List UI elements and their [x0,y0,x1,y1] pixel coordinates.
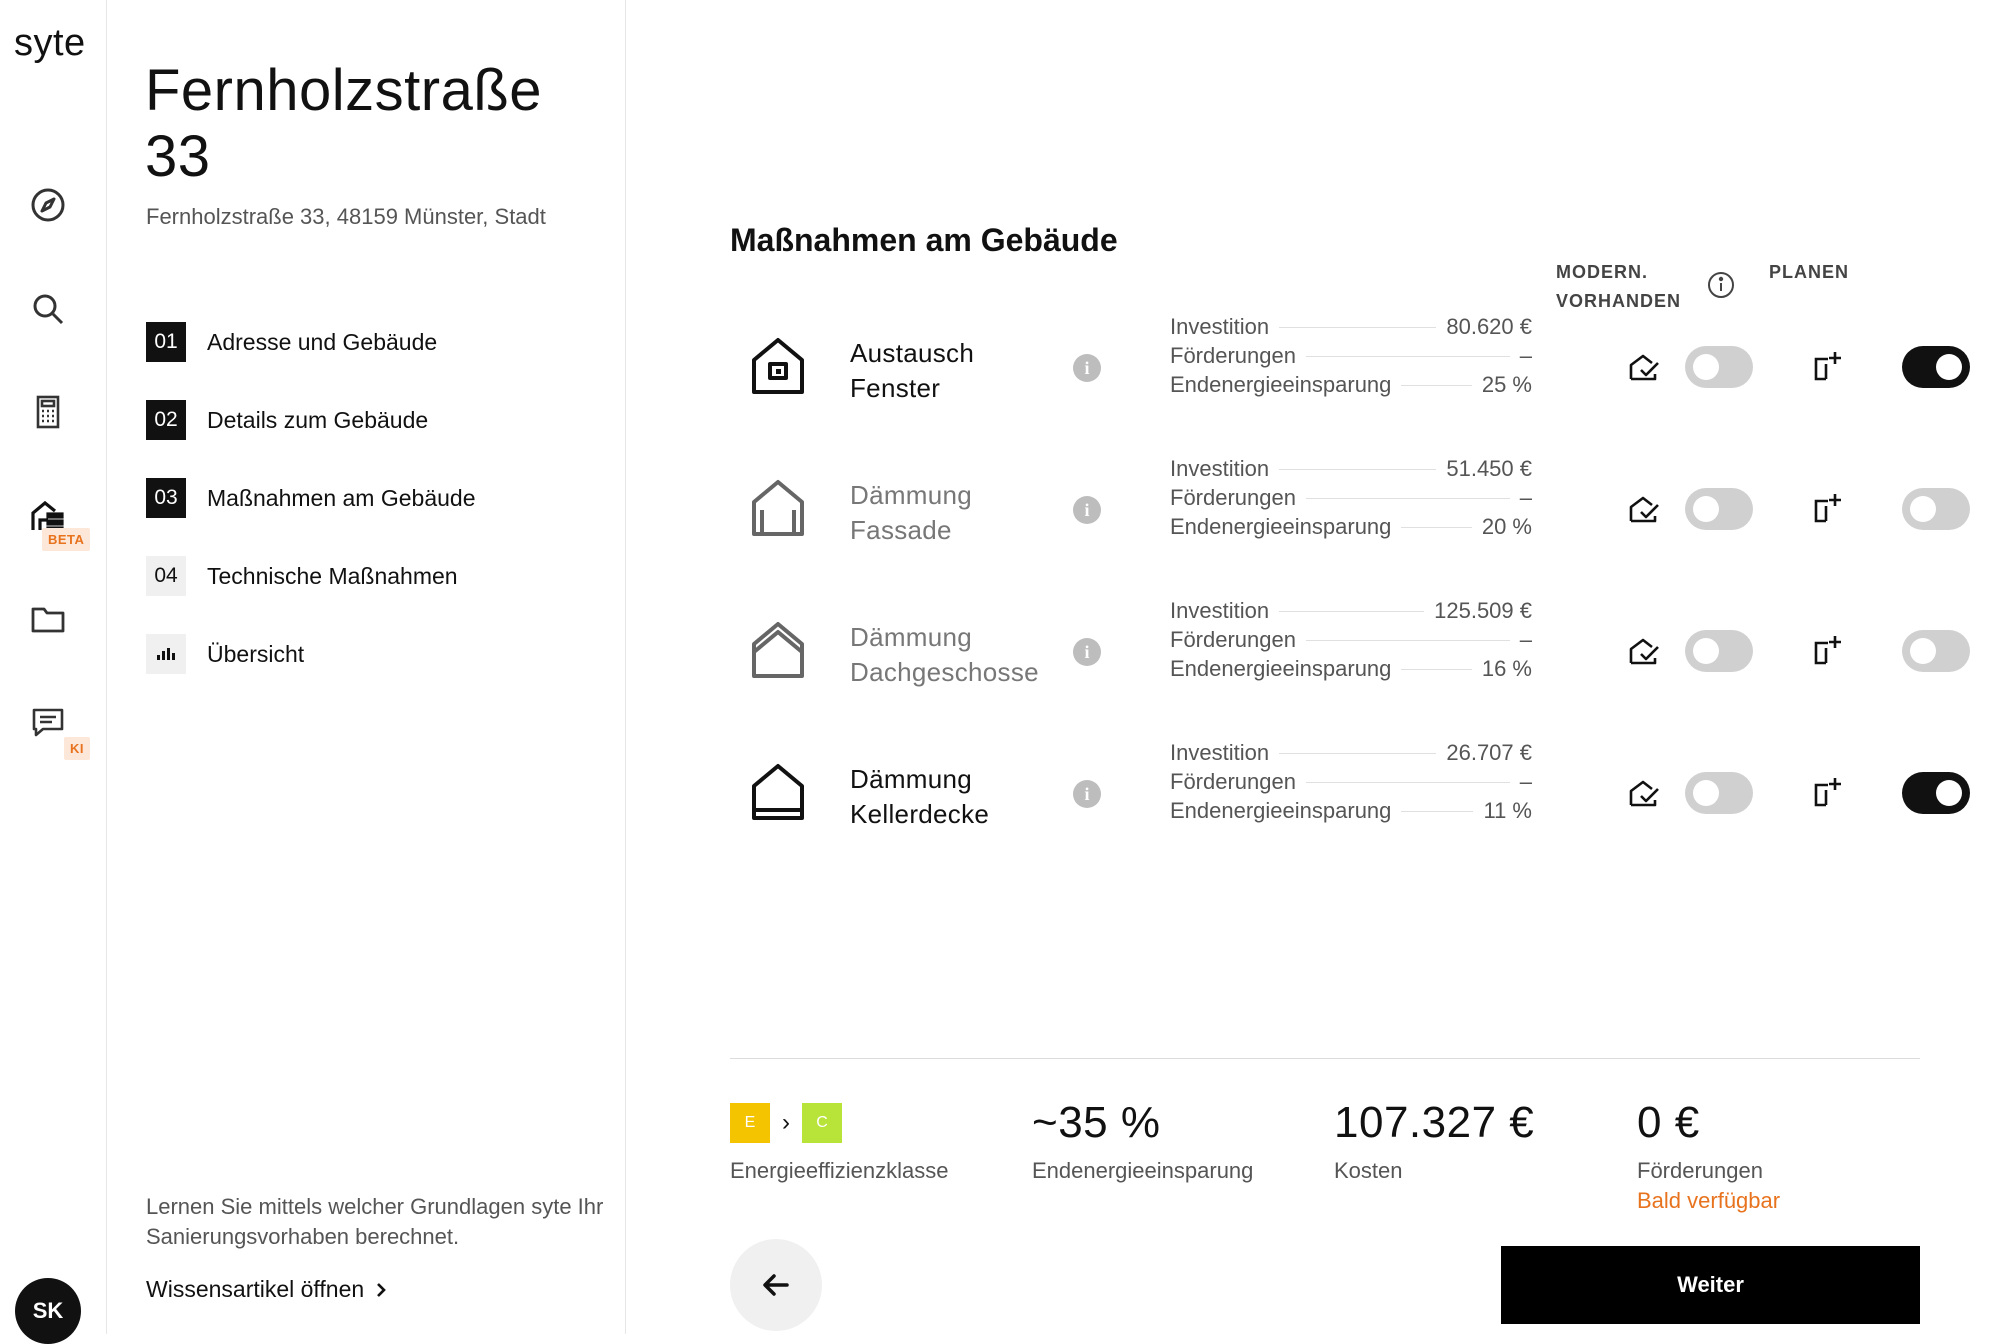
plan-toggle[interactable] [1902,772,1970,814]
savings-value: 25 % [1481,372,1532,397]
nav-calculator[interactable] [22,386,74,438]
step-number: 01 [146,322,186,362]
house-check-icon [1628,352,1660,382]
column-header-modern-line2: VORHANDEN [1556,291,1682,311]
chevron-right-icon [374,1280,388,1300]
house-window-icon [748,334,808,398]
knowledge-article-link[interactable] [146,1276,388,1303]
kpi-funding [1637,1098,1780,1214]
kpi-costs [1334,1098,1534,1184]
nav-explore[interactable] [22,179,74,231]
measure-financials: Investition 80.620 € Förderungen – Endenergieeinsparung 25 % [1170,314,1532,397]
info-icon[interactable]: i [1073,638,1101,666]
nav-search[interactable] [22,283,74,335]
measure-row-roof [730,598,1920,718]
plan-add-icon [1812,634,1842,666]
plan-add-icon [1812,350,1842,382]
column-header-modern [1556,258,1681,316]
column-header-modern-line1: MODERN. [1556,262,1648,282]
measure-name: Dämmung Dachgeschosse [850,622,1039,687]
savings-value: 16 % [1481,656,1532,681]
investment-value: 125.509 € [1434,598,1532,623]
step-details[interactable] [146,400,476,440]
section-title: Maßnahmen am Gebäude [730,222,1118,258]
savings-total: ~35 % [1032,1098,1161,1147]
info-circle-icon[interactable] [1707,271,1735,299]
house-check-icon [1628,778,1660,808]
funding-label: Förderungen [1637,1158,1763,1183]
steps-panel [107,0,626,1334]
folder-icon [28,599,68,639]
step-number: 03 [146,478,186,518]
step-address[interactable] [146,322,476,362]
house-roof-icon [748,618,808,682]
address-subtitle: Fernholzstraße 33, 48159 Münster, Stadt [146,204,546,229]
investment-value: 26.707 € [1446,740,1532,765]
learn-text: Lernen Sie mittels welcher Grundlagen syte Ihr Sanierungsvorhaben berechnet. [146,1194,604,1249]
measure-row-windows [730,314,1920,434]
measure-row-facade [730,456,1920,576]
step-label: Maßnahmen am Gebäude [207,484,476,511]
page-title: Fernholzstraße 33 [145,58,543,189]
step-measures[interactable] [146,478,476,518]
step-list [146,322,476,712]
funding-value: – [1519,627,1532,652]
efficiency-label: Energieeffizienzklasse [730,1158,949,1183]
plan-add-icon [1812,776,1842,808]
compass-icon [28,185,68,225]
step-number: 04 [146,556,186,596]
syte-logo[interactable]: syte [14,22,86,64]
house-basement-icon [748,760,808,824]
step-label: Technische Maßnahmen [207,562,458,589]
measure-row-basement [730,740,1920,860]
step-overview[interactable] [146,634,476,674]
plan-toggle[interactable] [1902,346,1970,388]
ki-badge: KI [64,737,90,760]
efficiency-to-badge: C [802,1103,842,1143]
measure-financials: Investition 26.707 € Förderungen – Endenergieeinsparung 11 % [1170,740,1532,823]
funding-total: 0 € [1637,1098,1700,1147]
measure-name: Dämmung Kellerdecke [850,764,990,829]
investment-value: 80.620 € [1446,314,1532,339]
modern-present-toggle[interactable] [1685,772,1753,814]
arrow-left-icon [761,1272,791,1298]
house-facade-icon [748,476,808,540]
info-icon[interactable]: i [1073,496,1101,524]
plan-add-icon [1812,492,1842,524]
funding-value: – [1519,485,1532,510]
modern-present-toggle[interactable] [1685,630,1753,672]
investment-value: 51.450 € [1446,456,1532,481]
house-check-icon [1628,636,1660,666]
funding-value: – [1519,769,1532,794]
measure-name: Austausch Fenster [850,338,975,403]
funding-note: Bald verfügbar [1637,1188,1781,1213]
step-label: Details zum Gebäude [207,406,429,433]
modern-present-toggle[interactable] [1685,346,1753,388]
summary-divider [730,1058,1920,1059]
chevron-right-icon: › [782,1109,790,1136]
next-button[interactable]: Weiter [1501,1246,1920,1324]
kpi-efficiency [730,1098,949,1184]
icon-rail [0,0,107,1334]
knowledge-article-label: Wissensartikel öffnen [146,1276,365,1302]
main-content [626,0,1999,1334]
step-technical[interactable] [146,556,476,596]
search-icon [28,289,68,329]
funding-value: – [1519,343,1532,368]
measure-financials: Investition 125.509 € Förderungen – Endenergieeinsparung 16 % [1170,598,1532,681]
plan-toggle[interactable] [1902,630,1970,672]
savings-value: 11 % [1483,798,1532,823]
savings-value: 20 % [1481,514,1532,539]
calculator-icon [28,392,68,432]
measure-financials: Investition 51.450 € Förderungen – Endenergieeinsparung 20 % [1170,456,1532,539]
measure-name: Dämmung Fassade [850,480,973,545]
step-number: 02 [146,400,186,440]
modern-present-toggle[interactable] [1685,488,1753,530]
info-icon[interactable]: i [1073,354,1101,382]
efficiency-from-badge: E [730,1103,770,1143]
chart-bars-icon [146,634,186,674]
house-check-icon [1628,494,1660,524]
step-label: Übersicht [207,640,305,667]
savings-label: Endenergieeinsparung [1032,1158,1254,1183]
plan-toggle[interactable] [1902,488,1970,530]
nav-folder[interactable] [22,593,74,645]
cost-total: 107.327 € [1334,1098,1535,1147]
back-button[interactable] [730,1239,822,1331]
beta-badge: BETA [42,528,90,551]
user-avatar[interactable]: SK [15,1278,81,1344]
kpi-savings [1032,1098,1253,1184]
step-label: Adresse und Gebäude [207,328,438,355]
cost-label: Kosten [1334,1158,1403,1183]
info-icon[interactable]: i [1073,780,1101,808]
column-header-plan: PLANEN [1769,262,1850,282]
chat-icon [28,703,68,743]
